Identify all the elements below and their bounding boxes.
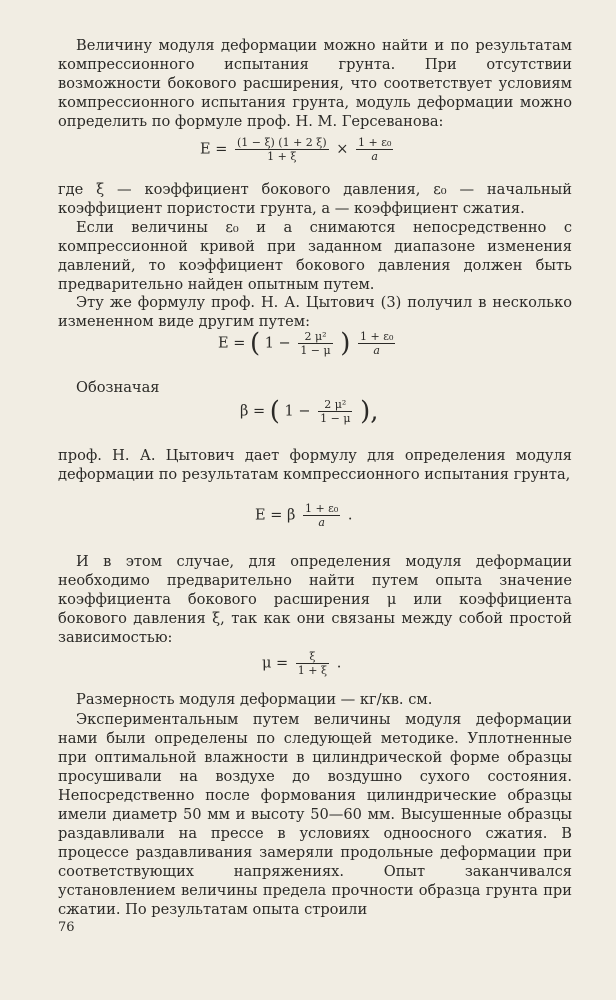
formula-e-beta: E = β $\frac{\text{1 + ε₀}}{a}$ . (255, 502, 353, 529)
fraction: $\frac{\text{1 + ε₀}}{a}$ (304, 502, 339, 529)
formula-beta: β = ( 1 − $\frac{\text{2 μ²}}{1 - \mu}$ ), (240, 396, 379, 427)
paragraph-1: Величину модуля деформации можно найти и по результатам компрессионного испытания грунта. При отсутствии возможности бокового расширения, что соответствует условиям компрессионного испытания грунта, модуль деформации можно определить по формуле проф. Н. М. Герсеванова: (58, 37, 572, 130)
paragraph-7: И в этом случае, для определения модуля деформации необходимо предварительно найти путем опыта значение коэффициента бокового расширения μ или коэффициента бокового давления ξ, так как они связаны между собой простой зависимостью: (58, 553, 572, 646)
paragraph-9: Экспериментальным путем величины модуля деформации нами были определены по следующей методике. Уплотненные при оптимальной влажности в цилиндрической форме образцы просушивали на воздухе до воздушно сухого состояния. Непосредственно после формования цилиндрические образцы имели диаметр 50 мм и высоту 50—60 мм. Высушенные образцы раздавливали на прессе в условиях одноосного сжатия. В процессе раздавливания замеряли продольные деформации при соответствующих напряжениях. Опыт заканчивался установлением величины предела прочности образца грунта при сжатии. По результатам опыта строили (58, 711, 572, 918)
formula-mu: μ = $\frac{\xi}{1 + \xi}$ . (262, 650, 342, 677)
paragraph-2: где ξ — коэффициент бокового давления, ε₀ — начальный коэффициент пористости грунта, a — коэффициент сжатия. (58, 181, 572, 217)
paragraph-4: Эту же формулу проф. Н. А. Цытович (3) получил в несколько измененном виде другим путем: (58, 294, 572, 330)
paragraph-6: проф. Н. А. Цытович дает формулу для определения модуля деформации по результатам компрессионного испытания грунта, (58, 447, 572, 483)
formula-gersevanov (200, 136, 396, 163)
fraction: $\frac{(1 - \xi) (1 + 2 \xi)}{1 + \xi}$ (236, 136, 327, 163)
fraction: $\frac{\text{2 μ²}}{1 - \mu}$ (320, 398, 351, 425)
paragraph-8: Размерность модуля деформации — кг/кв. см. (76, 691, 433, 708)
paragraph-3: Если величины ε₀ и a снимаются непосредственно с компрессионной кривой при заданном диапазоне изменения давлений, то коэффициент бокового давления должен быть предварительно найден опытным путем. (58, 219, 572, 293)
times-sign: × (336, 141, 349, 158)
page-number: 76 (58, 920, 75, 935)
fraction: $\frac{\xi}{1 + \xi}$ (297, 650, 328, 677)
formula-tsytovich-1: E = ( 1 − $\frac{\text{2 μ²}}{1 - \mu}$ ) $\frac{\text{1 + ε₀}}{a}$ (218, 328, 394, 359)
fraction: $\frac{\text{2 μ²}}{1 - \mu}$ (300, 330, 331, 357)
fraction: $\frac{\text{1 + ε₀}}{a}$ (360, 330, 394, 357)
formula-lhs: E = (200, 141, 228, 158)
paragraph-5: Обозначая (76, 379, 160, 396)
fraction: $\frac{\text{1 + ε₀}}{a}$ (358, 136, 392, 163)
